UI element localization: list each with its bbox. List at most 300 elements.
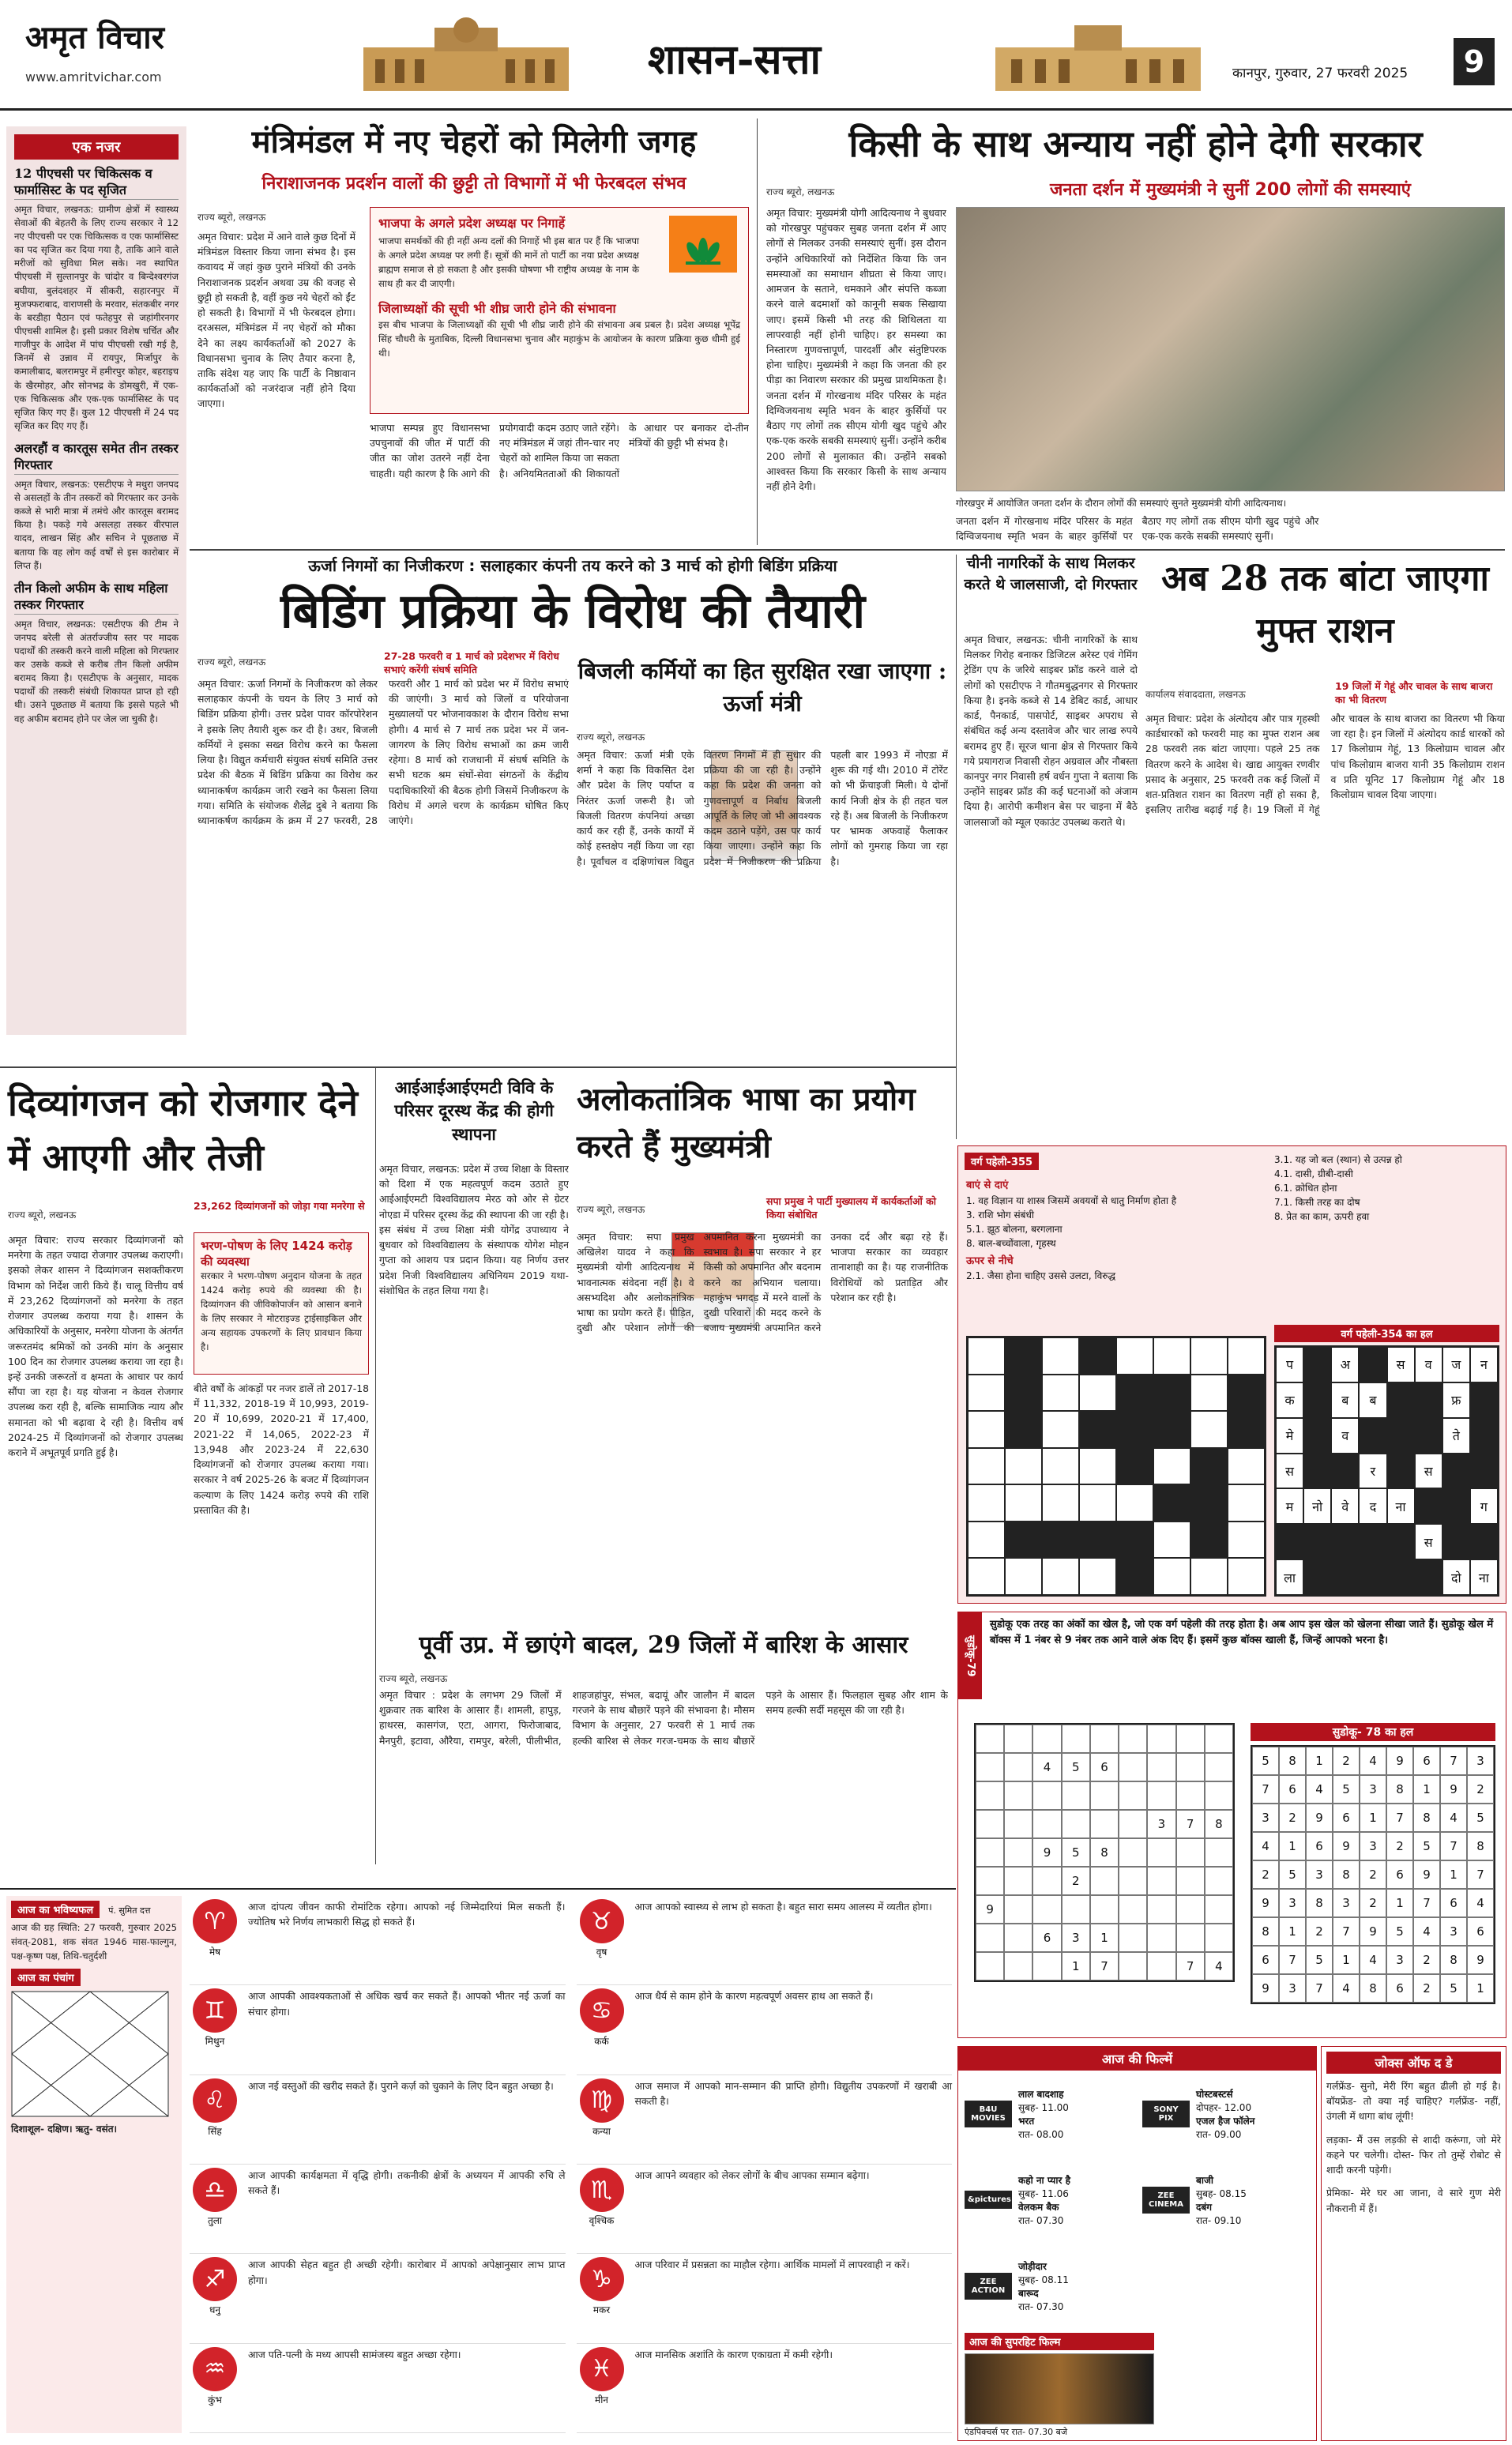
crossword-clues-h [966, 1178, 1266, 1283]
sudoku-cell[interactable] [1147, 1725, 1175, 1753]
sudoku-answer-cell: 2 [1360, 1860, 1386, 1889]
sudoku-cell[interactable] [1004, 1895, 1032, 1924]
crossword-answer-cell: ना [1387, 1488, 1415, 1524]
sudoku-answer-cell: 8 [1279, 1747, 1306, 1775]
film-time: सुबह- 08.15 [1196, 2187, 1247, 2199]
sudoku-answer-cell: 6 [1386, 1860, 1413, 1889]
sudoku-cell[interactable]: 4 [1205, 1952, 1233, 1980]
sidebar-item-body: अमृत विचार, लखनऊ: एसटीएफ ने मथुरा जनपद से असलहों के तीन तस्करों को गिरफ्तार कर उनके कब्जे से भारी मात्रा में तमंचे और कारतूस बरामद किया है। पकड़े गये असलहा तस्कर वीरपाल यादव, लाखन सिंह और सचिन ने पूछताछ में बताया कि वह लोग कई वर्षों से इस कारोबार में लिप्त हैं। [14, 478, 179, 571]
crossword-clue: 2.1. जैसा होना चाहिए उससे उलटा, विरुद्ध [966, 1270, 1116, 1281]
bidding-byline: राज्य ब्यूरो, लखनऊ [197, 656, 266, 668]
sudoku-cell[interactable] [1119, 1895, 1147, 1924]
building-illustration-right [980, 16, 1217, 95]
crossword-answer-cell [1303, 1382, 1331, 1418]
sudoku-cell[interactable]: 7 [1176, 1952, 1205, 1980]
sudoku-cell[interactable] [1147, 1924, 1175, 1952]
sudoku-cell[interactable]: 4 [1032, 1753, 1061, 1781]
crossword-answer-cell: म [1276, 1488, 1303, 1524]
sudoku-answer-cell: 8 [1386, 1775, 1413, 1804]
page-number: 9 [1454, 38, 1495, 85]
zodiac-entry [190, 2075, 566, 2165]
sudoku-cell[interactable]: 7 [1090, 1952, 1119, 1980]
sudoku-answer-cell: 5 [1306, 1946, 1333, 1974]
sudoku-answer-cell: 7 [1440, 1832, 1467, 1860]
cabinet-body-1: अमृत विचार: प्रदेश में आने वाले कुछ दिनों में मंत्रिमंडल विस्तार किया जाना संभव है। इस कवायद में जहां कुछ पुराने मंत्रियों की उनके निराशाजनक प्रदर्शन अथवा उम्र की वजह से छुट्टी हो सकती है, वहीं कुछ नये चेहरों को ईंट हो सकती है। विभागों में भी फेरबदल होगा। दरअसल, मंत्रिमंडल में नए चेहरों को मौका देने का लक्ष्य कार्यकर्ताओं को 2027 के विधानसभा चुनाव के लिए तैयार करना है, ताकि संदेश यह जाए कि पार्टी के निष्ठावान कार्यकर्ताओं को नजरंदाज नहीं होने दिया जाएगा। [197, 231, 355, 410]
sudoku-answer-cell: 3 [1279, 1889, 1306, 1917]
cabinet-subhead: निराशाजनक प्रदर्शन वालों की छुट्टी तो विभागों में भी फेरबदल संभव [261, 174, 686, 194]
sudoku-cell[interactable] [976, 1810, 1004, 1838]
sudoku-cell[interactable] [1205, 1838, 1233, 1867]
crossword-answer-cell [1387, 1559, 1415, 1595]
crossword-answer-cell: स [1415, 1454, 1442, 1489]
crossword-answer-cell [1442, 1524, 1470, 1559]
sudoku-cell[interactable] [1062, 1725, 1090, 1753]
sidebar-label: एक नजर [14, 134, 179, 160]
cm-photo-caption: गोरखपुर में आयोजित जनता दर्शन के दौरान लोगों की समस्याएं सुनते मुख्यमंत्री योगी आदित्यनाथ। [956, 498, 1287, 509]
sudoku-cell[interactable] [1062, 1895, 1090, 1924]
zodiac-12-icon: ♓ [580, 2347, 624, 2391]
sudoku-answer-cell: 8 [1467, 1832, 1494, 1860]
channel-name: SONY PIX [1142, 2101, 1190, 2127]
sudoku-cell[interactable] [1119, 1838, 1147, 1867]
sudoku-cell[interactable] [976, 1867, 1004, 1895]
sudoku-answer-cell: 3 [1333, 1889, 1360, 1917]
sudoku-cell[interactable] [1032, 1867, 1061, 1895]
sudoku-answer-cell: 3 [1360, 1775, 1386, 1804]
sudoku-cell[interactable] [1004, 1753, 1032, 1781]
film-time: सुबह- 11.06 [1018, 2187, 1069, 2199]
sudoku-cell[interactable]: 3 [1147, 1810, 1175, 1838]
sudoku-cell[interactable] [976, 1952, 1004, 1980]
sudoku-cell[interactable] [1090, 1895, 1119, 1924]
sudoku-answer-cell: 7 [1467, 1860, 1494, 1889]
cabinet-box [370, 207, 749, 414]
crossword-title: वर्ग पहेली-355 [965, 1153, 1039, 1170]
sudoku-cell[interactable] [1032, 1725, 1061, 1753]
zodiac-text: आज आपकी आवश्यकताओं से अधिक खर्च कर सकते हैं। आपको भीतर नई ऊर्जा का संचार होगा। [248, 1990, 566, 2018]
sudoku-cell[interactable] [1119, 1924, 1147, 1952]
crossword-answer-cell: नो [1303, 1488, 1331, 1524]
bidding-side-note: 27-28 फरवरी व 1 मार्च को प्रदेशभर में विरोध सभाएं करेंगी संघर्ष समिति [384, 650, 559, 675]
crossword-grid[interactable] [966, 1336, 1266, 1597]
section-title: शासन-सत्ता [648, 36, 821, 84]
sudoku-answer-cell: 7 [1440, 1747, 1467, 1775]
sudoku-cell[interactable]: 1 [1062, 1952, 1090, 1980]
sudoku-answer-cell: 7 [1386, 1804, 1413, 1832]
sudoku-cell[interactable]: 3 [1062, 1924, 1090, 1952]
crossword-clue: 8. प्रेत का काम, ऊपरी हवा [1274, 1211, 1370, 1222]
sudoku-answer-cell: 4 [1440, 1804, 1467, 1832]
jokes-panel [1321, 2046, 1506, 2441]
sudoku-cell[interactable] [1176, 1895, 1205, 1924]
sudoku-cell[interactable] [1119, 1867, 1147, 1895]
film-time: सुबह- 08.11 [1018, 2274, 1069, 2286]
crossword-answer-cell [1359, 1347, 1386, 1382]
sudoku-cell[interactable]: 5 [1062, 1838, 1090, 1867]
film-title: कहो ना प्यार है [1018, 2174, 1070, 2186]
superhit-title: आज की सुपरहिट फिल्म [965, 2333, 1154, 2350]
sidebar-ek-nazar [6, 126, 186, 1035]
akhilesh-body: अमृत विचार: सपा प्रमुख अखिलेश यादव ने कहा कि मुख्यमंत्री योगी आदित्यनाथ में भावनात्मक संवेदना नहीं है। वे असभ्यदिश और अलोकतांत्रिक भाषा का प्रयोग करते हैं। पीड़ित, दुखी और परेशान लोगों की अपमानित करना मुख्यमंत्री का स्वभाव है। सपा सरकार ने हर किसी को अपमानित और बदनाम करने का अभियान चलाया। महाकुंभ भगदड़ में मरने वालों के दुखी परिवारों की मदद करने के बजाय मुख्यमंत्री अपमानित करने उनका दर्द और बढ़ा रहे हैं। भाजपा सरकार का व्यवहार तानाशाही का है। यह राजनीतिक विरोधियों को प्रताड़ित और परेशान कर रही है। [577, 1231, 948, 1334]
films-title: आज की फिल्में [958, 2047, 1316, 2071]
superhit-caption: एंडपिक्चर्स पर रात- 07.30 बजे [965, 2427, 1068, 2437]
divyang-side-note: 23,262 दिव्यांगजनों को जोड़ा गया मनरेगा से [194, 1200, 365, 1212]
sudoku-cell[interactable] [1004, 1838, 1032, 1867]
sudoku-answer-cell: 7 [1279, 1946, 1306, 1974]
sudoku-cell[interactable] [976, 1838, 1004, 1867]
sudoku-cell[interactable] [976, 1924, 1004, 1952]
crossword-answer-cell [1415, 1382, 1442, 1418]
joke-item: गर्लफ्रेंड- सुनो, मेरी रिंग बहुत ढीली हो गई है। बॉयफ्रेंड- तो क्या नई चाहिए? गर्लफ्रेंड- नहीं, उंगली में धागा बांध लूंगी! [1326, 2080, 1501, 2123]
sudoku-cell[interactable] [1205, 1895, 1233, 1924]
sudoku-cell[interactable]: 6 [1090, 1753, 1119, 1781]
sudoku-cell[interactable] [1004, 1924, 1032, 1952]
sudoku-answer-cell: 6 [1440, 1889, 1467, 1917]
crossword-answer-cell [1415, 1418, 1442, 1454]
sudoku-cell[interactable] [1004, 1952, 1032, 1980]
sudoku-cell[interactable] [976, 1753, 1004, 1781]
zodiac-text: आज नई वस्तुओं की खरीद सकते हैं। पुराने कर्ज़ को चुकाने के लिए दिन बहुत अच्छा है। [248, 2079, 554, 2092]
divyang-body-2: बीते वर्षों के आंकड़ों पर नजर डालें तो 2017-18 में 11,332, 2018-19 में 10,993, 2019-20 में 10,699, 2020-21 में 17,400, 2021-22 में 14,065, 2022-23 में 13,948 और 2023-24 में 22,630 दिव्यांगजनों को रोजगार उपलब्ध कराया गया। सरकार ने वर्ष 2025-26 के बजट में दिव्यांगजन कल्याण के लिए 1424 करोड़ रुपये की राशि प्रस्तावित की है। [194, 1382, 369, 1516]
zodiac-2-icon: ♉ [580, 1899, 624, 1943]
zodiac-entry [190, 2344, 566, 2433]
sudoku-cell[interactable]: 9 [976, 1895, 1004, 1924]
sudoku-cell[interactable]: 1 [1090, 1924, 1119, 1952]
bidding-kicker: ऊर्जा निगमों का निजीकरण : सलाहकार कंपनी तय करने को 3 मार्च को होगी बिडिंग प्रक्रिया [308, 556, 837, 575]
urja-headline: बिजली कर्मियों का हित सुरक्षित रखा जाएगा : ऊर्जा मंत्री [577, 658, 947, 717]
crossword-clue: 8. बाल-बच्चोंवाला, गृहस्थ [966, 1237, 1056, 1249]
sudoku-cell[interactable] [1004, 1810, 1032, 1838]
sudoku-cell[interactable] [1147, 1781, 1175, 1810]
crossword-answer-cell: ना [1470, 1559, 1498, 1595]
horoscope-title: आज का भविष्यफल [11, 1901, 100, 1918]
film-title: वेलकम बैक [1018, 2201, 1059, 2213]
zodiac-text: आज आपकी सेहत बहुत ही अच्छी रहेगी। कारोबार में आपको अपेक्षानुसार लाभ प्राप्त होगा। [248, 2259, 566, 2286]
crossword-answer-cell: दो [1442, 1559, 1470, 1595]
zodiac-text: आज दांपत्य जीवन काफी रोमांटिक रहेगा। आपको नई जिम्मेदारियां मिल सकती हैं। ज्योतिष भरे निर्णय लाभकारी सिद्ध हो सकते हैं। [248, 1901, 566, 1928]
zodiac-text: आज धैर्य से काम होने के कारण महत्वपूर्ण अवसर हाथ आ सकते हैं। [634, 1990, 874, 2003]
divyang-box [194, 1232, 369, 1375]
crossword-answer-cell [1415, 1559, 1442, 1595]
crossword-clue: 3.1. यह जो बल (स्थान) से उत्पन्न हो [1274, 1154, 1402, 1165]
crossword-answer-cell [1387, 1454, 1415, 1489]
crossword-answer-cell: क [1276, 1382, 1303, 1418]
cm-body-cont: जनता दर्शन में गोरखनाथ मंदिर परिसर के महंत दिग्विजयनाथ स्मृति भवन के बाहर कुर्सियों पर बैठाए गए लोगों तक सीएम योगी खुद पहुंचे और एक-एक करके सबकी समस्याएं सुनीं। [956, 515, 1319, 543]
sudoku-answer-cell: 1 [1360, 1804, 1386, 1832]
zodiac-1-icon: ♈ [193, 1899, 237, 1943]
dateline: कानपुर, गुरुवार, 27 फरवरी 2025 [1232, 66, 1409, 81]
iiit-headline: आईआईआईएमटी विवि के परिसर दूरस्थ केंद्र की होगी स्थापना [394, 1078, 554, 1144]
crossword-answer-cell [1303, 1347, 1331, 1382]
sudoku-cell[interactable] [1147, 1838, 1175, 1867]
ration-byline: कार्यालय संवाददाता, लखनऊ [1145, 689, 1246, 700]
sudoku-cell[interactable] [1032, 1810, 1061, 1838]
zodiac-4-icon: ♋ [580, 1988, 624, 2033]
zodiac-5-icon: ♌ [193, 2078, 237, 2123]
weather-body: अमृत विचार : प्रदेश के लगभग 29 जिलों में शुक्रवार तक बारिश के आसार हैं। शामली, हापुड़, हाथरस, कासगंज, एटा, आगरा, फिरोजाबाद, मैनपुरी, इटावा, औरैया, रामपुर, बरेली, पीलीभीत, शाहजहांपुर, संभल, बदायूं और जालौन में बादल गरजने के साथ बौछारें पड़ने की संभावना है। मौसम विभाग के अनुसार, 27 फरवरी से 1 मार्च तक हल्की बारिश से लेकर गरज-चमक के साथ बौछारें पड़ने के आसार हैं। फिलहाल सुबह और शाम के समय हल्की सर्दी महसूस की जा रही है। [379, 1689, 948, 1747]
crossword-answer-cell: व [1331, 1418, 1359, 1454]
zodiac-9-icon: ♐ [193, 2257, 237, 2301]
sudoku-answer-cell: 3 [1360, 1832, 1386, 1860]
crossword-answer-cell [1470, 1418, 1498, 1454]
sudoku-answer-cell: 4 [1252, 1832, 1279, 1860]
zodiac-name: कर्क [594, 2036, 609, 2048]
bidding-headline: बिडिंग प्रक्रिया के विरोध की तैयारी [280, 584, 865, 639]
sudoku-cell[interactable] [1119, 1952, 1147, 1980]
sudoku-cell[interactable] [1004, 1781, 1032, 1810]
sudoku-cell[interactable] [1205, 1924, 1233, 1952]
film-time: रात- 07.30 [1018, 2301, 1064, 2313]
channel-logo [1142, 2074, 1312, 2153]
sudoku-answer-cell: 8 [1440, 1946, 1467, 1974]
crossword-answer-cell: ब [1331, 1382, 1359, 1418]
website[interactable]: www.amritvichar.com [25, 70, 162, 85]
zodiac-name: धनु [209, 2304, 221, 2316]
jokes-title: जोक्स ऑफ द डे [1326, 2052, 1501, 2074]
sudoku-answer-cell: 2 [1333, 1747, 1360, 1775]
sudoku-cell[interactable]: 5 [1062, 1753, 1090, 1781]
sudoku-answer-cell: 5 [1333, 1775, 1360, 1804]
channel-name: ZEE CINEMA [1142, 2187, 1190, 2214]
sudoku-cell[interactable] [1205, 1725, 1233, 1753]
bidding-body: अमृत विचार: ऊर्जा निगमों के निजीकरण को लेकर सलाहकार कंपनी के चयन के लिए 3 मार्च को बिडिंग प्रक्रिया होगी। उत्तर प्रदेश पावर कॉरपोरेशन ने इसके लिए तैयारी शुरू कर दी है। उधर, बिजली कर्मियों ने इसका सख्त विरोध करने का फैसला लिया है। विद्युत कर्मचारी संयुक्त संघर्ष समिति उत्तर प्रदेश की बैठक में बिडिंग प्रक्रिया का विरोध कर ध्यानाकर्षण कार्यक्रम जारी रखने का फैसला लिया गया। समिति के संयोजक शैलेंद्र दुबे ने बताया कि ध्यानाकर्षण कार्यक्रम के क्रम में 27 फरवरी, 28 फरवरी और 1 मार्च को प्रदेश भर में विरोध सभाएं की जाएंगी। 3 मार्च को जिलों व परियोजना मुख्यालयों पर भोजनावकाश के दौरान विरोध सभा होगी। 4 मार्च से 7 मार्च तक प्रदेश भर में जन-जागरण के लिए विरोध सभाओं का क्रम जारी रहेगा। 8 मार्च को राजधानी में संघर्ष समिति के सभी घटक श्रम संघों-सेवा संगठनों के केंद्रीय पदाधिकारियों की बैठक होगी जिसमें निजीकरण के विरोध में अगले चरण के कार्यक्रम घोषित किए जाएंगे। [197, 678, 569, 826]
masthead [0, 0, 1512, 111]
sudoku-cell[interactable] [1176, 1838, 1205, 1867]
sudoku-answer-cell: 1 [1413, 1775, 1440, 1804]
cm-headline: किसी के साथ अन्याय नहीं होने देगी सरकार [848, 122, 1423, 165]
zodiac-11-icon: ♒ [193, 2347, 237, 2391]
sudoku-answer-cell: 5 [1467, 1804, 1494, 1832]
film-title: लाल बादशाह [1018, 2088, 1064, 2100]
divider [757, 118, 758, 545]
crossword-answer-cell [1303, 1559, 1331, 1595]
crossword-clues-v [1274, 1153, 1499, 1224]
akhilesh-headline: अलोकतांत्रिक भाषा का प्रयोग करते हैं मुख्यमंत्री [577, 1081, 916, 1165]
ration-side-note: 19 जिलों में गेहूं और चावल के साथ बाजरा का भी वितरण [1335, 680, 1493, 705]
crossword-answer-cell [1415, 1488, 1442, 1524]
iiit-body: अमृत विचार, लखनऊ: प्रदेश में उच्च शिक्षा के विस्तार को दिशा में एक महत्वपूर्ण कदम उठाते हुए आईआईएमटी विश्वविद्यालय मेरठ को ओर से ग्रेटर नोएडा में परिसर दूरस्थ केंद्र की स्थापना की जा रही है। इस संबंध में उच्च शिक्षा मंत्री योगेंद्र उपाध्याय ने बुधवार को विश्वविद्यालय के संस्थापक योगेश मोहन गुप्ता को आशय पत्र प्रदान किया। यह निर्णय उत्तर प्रदेश निजी विश्वविद्यालय अधिनियम 2019 यथा-संशोधित के तहत लिया गया है। [379, 1163, 569, 1296]
sudoku-cell[interactable] [1004, 1867, 1032, 1895]
cabinet-body-2: भाजपा सम्पन्न हुए विधानसभा उपचुनावों की जीत में पार्टी की जीत का जोश उतरने नहीं देना चाहती। यही कारण है कि आगे की प्रयोगवादी कदम उठाए जाते रहेंगे। नए मंत्रिमंडल में जहां तीन-चार नए चेहरों को शामिल किया जा सकता है। अनियमितताओं की शिकायतों के आधार पर बनाकर दो-तीन मंत्रियों की छुट्टी भी संभव है। [370, 422, 749, 480]
sudoku-cell[interactable] [1119, 1725, 1147, 1753]
zodiac-text: आज पति-पत्नी के मध्य आपसी सामंजस्य बहुत अच्छा रहेगा। [248, 2348, 461, 2360]
sudoku-cell[interactable] [1090, 1781, 1119, 1810]
crossword-answer-cell [1359, 1559, 1386, 1595]
sudoku-answer-cell: 9 [1333, 1832, 1360, 1860]
sidebar-item-body: अमृत विचार, लखनऊ: ग्रामीण क्षेत्रों में स्वास्थ्य सेवाओं की बेहतरी के लिए राज्य सरकार ने 12 नए पीएचसी पर एक चिकित्सक व एक फार्मासिस्ट का पद सृजित कर दिया गया है, ताकि आने वाले मरीजों को सुविधा मिल सके। नव स्थापित पीएचसी में सुल्तानपुर के चांदोर व बिन्देश्वरगंज बघीया, बुलंदशहर में सीकरी, सहारनपुर में मुजफ्फराबाद, वाराणसी के मरवार, संतकबीर नगर के बरडीहा पैठान एवं फतेहपुर से जहांगीरनगर पीएचसी शामिल है। इसी प्रकार विशेष चर्चित और गाजीपुर के आदेश में पांच पीएचसी रखी गई है, जिनमें से उन्नाव में रायपुर, मिर्जापुर के कमालीबाद, बलरामपुर में हमीरपुर कोहर, बहराइच के खैरमोहर, और सोनभद्र के डोमखुरी, में एक-एक चिकित्सक और एक-एक फार्मासिस्ट के पद सृजित किए गए हैं। कुल 12 पीएचसी में 24 पद सृजित कर दिए गए हैं। [14, 203, 179, 432]
cabinet-headline: मंत्रिमंडल में नए चेहरों को मिलेगी जगह [251, 123, 697, 160]
sudoku-cell[interactable] [1205, 1781, 1233, 1810]
sudoku-answer-cell: 1 [1386, 1889, 1413, 1917]
crossword-answer-cell [1359, 1524, 1386, 1559]
crossword-answer-title: वर्ग पहेली-354 का हल [1274, 1325, 1499, 1342]
sudoku-cell[interactable] [976, 1725, 1004, 1753]
crossword-answer-cell: ग [1470, 1488, 1498, 1524]
crossword-answer-cell: न [1470, 1347, 1498, 1382]
zodiac-8-icon: ♏ [580, 2168, 624, 2212]
sudoku-answer-cell: 1 [1279, 1832, 1306, 1860]
divyang-body: अमृत विचार: राज्य सरकार दिव्यांगजनों को मनरेगा के तहत ज्यादा रोजगार उपलब्ध कराएगी। इसको लेकर शासन ने दिव्यांगजन सशक्तीकरण विभाग को निर्देश जारी किये हैं। चालू वित्तीय वर्ष में 23,262 दिव्यांगजनों को मनरेगा के तहत रोजगार उपलब्ध कराया गया है। शासन के अधिकारियों के अनुसार, मनरेगा योजना के अंतर्गत जरूरतमंद श्रमिकों को उनकी मांग के अनुसार 100 दिन का रोजगार उपलब्ध कराया जा रहा है। इन्हें उनकी जरूरतों व क्षमता के आधार पर कार्य सौंपा जा रहा है। यह योजना न केवल रोजगार उपलब्ध करा रही है, बल्कि सामाजिक न्याय और समानता को भी बढ़ावा दे रही है। वित्तीय वर्ष 2024-25 में दिव्यांगजनों को रोजगार उपलब्ध कराने में अभूतपूर्व प्रगति हुई है। [8, 1234, 183, 1459]
cm-subhead: जनता दर्शन में मुख्यमंत्री ने सुनीं 200 लोगों की समस्याएं [1050, 180, 1411, 200]
crossword-answer-cell [1303, 1454, 1331, 1489]
sudoku-answer-cell: 9 [1467, 1946, 1494, 1974]
crossword-answer-cell: र [1359, 1454, 1386, 1489]
sudoku-panel [957, 1612, 1506, 2038]
channel-name: &pictures [965, 2191, 1012, 2209]
sudoku-answer-cell: 8 [1413, 1804, 1440, 1832]
sudoku-cell[interactable] [1032, 1952, 1061, 1980]
zodiac-6-icon: ♍ [580, 2078, 624, 2123]
weather-headline: पूर्वी उप्र. में छाएंगे बादल, 29 जिलों में बारिश के आसार [419, 1631, 908, 1659]
sudoku-cell[interactable] [1004, 1725, 1032, 1753]
sudoku-cell[interactable]: 6 [1032, 1924, 1061, 1952]
sudoku-cell[interactable] [1119, 1781, 1147, 1810]
sudoku-instructions: सुडोकू एक तरह का अंकों का खेल है, जो एक वर्ग पहेली की तरह होता है। अब आप इस खेल को खेलना सीखा जाते हैं। सुडोकू खेल में बॉक्स में 1 नंबर से 9 नंबर तक आने वाले अंक दिए हैं। इसमें कुछ बॉक्स खाली हैं, जिन्हें आपको भरना है। [990, 1619, 1494, 1646]
sudoku-answer-cell: 9 [1306, 1804, 1333, 1832]
zodiac-name: सिंह [208, 2125, 222, 2137]
crossword-answer-cell [1359, 1418, 1386, 1454]
channel-name: B4U MOVIES [965, 2101, 1012, 2127]
sidebar-item-body: अमृत विचार, लखनऊ: एसटीएफ की टीम ने जनपद बरेली से अंतर्राज्जीय स्तर पर मादक पदार्थों की तस्करी करने वाली महिला को गिरफ्तार कर उसके कब्जे से करीब तीन किलो अफीम बरामद किया है। एसटीएफ के अनुसार, मादक पदार्थों की तस्करी संबंधी शिकायत प्राप्त हो रही थी। उसने पूछताछ में बताया कि इससे पहले भी वह अफीम बरामद होने पर जेल जा चुकी है। [14, 618, 179, 724]
crossword-answer-cell [1442, 1454, 1470, 1489]
film-time: सुबह- 11.00 [1018, 2101, 1069, 2113]
crossword-clue: 7.1. किसी तरह का दोष [1274, 1197, 1360, 1208]
divyang-headline: दिव्यांगजन को रोजगार देने में आएगी और तेजी [8, 1081, 358, 1179]
sudoku-answer-cell: 6 [1467, 1917, 1494, 1946]
crossword-answer-cell [1303, 1418, 1331, 1454]
sudoku-cell[interactable] [976, 1781, 1004, 1810]
horoscope-author: पं. सुमित दत्त [108, 1905, 151, 1916]
sudoku-cell[interactable] [1119, 1810, 1147, 1838]
zodiac-entry [577, 1985, 953, 2074]
sudoku-grid[interactable] [974, 1723, 1235, 1982]
sudoku-answer-cell: 5 [1440, 1974, 1467, 2003]
sidebar-item-title: अलरहौं व कारतूस समेत तीन तस्कर गिरफ्तार [14, 441, 179, 475]
sudoku-answer-cell: 6 [1386, 1974, 1413, 2003]
sidebar-item [14, 441, 179, 573]
sudoku-cell[interactable]: 2 [1062, 1867, 1090, 1895]
sudoku-cell[interactable] [1119, 1753, 1147, 1781]
sudoku-cell[interactable] [1176, 1781, 1205, 1810]
sudoku-cell[interactable] [1090, 1867, 1119, 1895]
sudoku-cell[interactable] [1032, 1895, 1061, 1924]
crossword-clue: 3. राशि भोग संबंधी [966, 1209, 1034, 1221]
crossword-answer-cell [1470, 1524, 1498, 1559]
sudoku-cell[interactable] [1205, 1753, 1233, 1781]
sudoku-cell[interactable]: 8 [1205, 1810, 1233, 1838]
sudoku-answer-cell: 2 [1413, 1946, 1440, 1974]
channel-logo [1142, 2160, 1312, 2240]
panchang-title: आज का पंचांग [11, 1969, 81, 1986]
crossword-answer-cell [1331, 1559, 1359, 1595]
zodiac-name: वृष [596, 1947, 607, 1958]
crossword-answer-cell [1470, 1454, 1498, 1489]
crossword-answer-cell [1387, 1382, 1415, 1418]
crossword-answer-cell [1276, 1524, 1303, 1559]
sudoku-answer-cell: 5 [1413, 1832, 1440, 1860]
films-panel [957, 2046, 1317, 2441]
sudoku-cell[interactable] [1176, 1753, 1205, 1781]
sudoku-answer-cell: 4 [1360, 1946, 1386, 1974]
sudoku-cell[interactable] [1147, 1952, 1175, 1980]
horoscope-intro: आज की ग्रह स्थिति: 27 फरवरी, गुरुवार 2025 संवत्-2081, शक संवत 1946 मास-फाल्गुन, पक्ष-कृष्ण पक्ष, तिथि-चतुर्दशी [11, 1922, 177, 1962]
zodiac-entry [190, 2165, 566, 2254]
sudoku-cell[interactable]: 8 [1090, 1838, 1119, 1867]
sudoku-answer-cell: 7 [1252, 1775, 1279, 1804]
horoscope-intro-box [6, 1896, 182, 2433]
zodiac-name: तुला [207, 2215, 223, 2226]
crossword-answer-cell: प [1276, 1347, 1303, 1382]
sudoku-cell[interactable] [1147, 1867, 1175, 1895]
sidebar-item-title: 12 पीएचसी पर चिकित्सक व फार्मासिस्ट के पद सृजित [14, 166, 179, 200]
divyang-box-body: सरकार ने भरण-पोषण अनुदान योजना के तहत 1424 करोड़ रुपये की व्यवस्था की है। दिव्यांगजन की जीविकोपार्जन को आसान बनाने के लिए सरकार ने मोटराइज्ड ट्राईसाइकिल और अन्य सहायक उपकरणों के लिए प्रावधान किया है। [201, 1270, 362, 1352]
channel-name: ZEE ACTION [965, 2273, 1012, 2300]
ration-headline: अब 28 तक बांटा जाएगा मुफ्त राशन [1161, 559, 1489, 651]
cabinet-box-body: भाजपा समर्थकों की ही नहीं अन्य दलों की निगाहें भी इस बात पर हैं कि भाजपा के अगले प्रदेश अध्यक्ष पर लगी हैं। सूत्रों की मानें तो पार्टी का नया प्रदेश अध्यक्ष ब्राह्मण समाज से हो सकता है और इसकी घोषणा भी राष्ट्रीय अध्यक्ष के नाम के साथ ही कर दी जाएगी। [378, 235, 639, 289]
zodiac-text: आज आपकी कार्यक्षमता में वृद्धि होगी। तकनीकी क्षेत्रों के अध्ययन में आपकी रुचि ले सकते हैं। [248, 2169, 566, 2197]
paper-name: अमृत विचार [25, 19, 164, 56]
film-title: बाजी [1196, 2174, 1213, 2186]
sudoku-answer-cell: 8 [1360, 1974, 1386, 2003]
sudoku-answer-cell: 4 [1413, 1917, 1440, 1946]
sudoku-cell[interactable] [1205, 1867, 1233, 1895]
sudoku-cell[interactable] [1147, 1895, 1175, 1924]
sudoku-title: सुडोकू-79 [958, 1612, 982, 1699]
joke-item: प्रेमिका- मेरे घर आ जाना, वे सारे गुण मेरी नौकरानी में हैं। [1326, 2187, 1501, 2214]
divider [375, 1066, 376, 1864]
sudoku-cell[interactable] [1176, 1725, 1205, 1753]
sudoku-answer-cell: 3 [1252, 1804, 1279, 1832]
film-title: बारूद [1018, 2288, 1039, 2300]
superhit-poster [965, 2353, 1154, 2424]
sudoku-cell[interactable] [1062, 1781, 1090, 1810]
crossword-answer-cell: द [1359, 1488, 1386, 1524]
sudoku-answer-cell: 4 [1333, 1974, 1360, 2003]
film-title: जोड़ीदार [1018, 2261, 1047, 2273]
building-illustration-left [348, 16, 585, 95]
film-title: घोस्टबस्टर्स [1196, 2088, 1233, 2100]
zodiac-entry [577, 2344, 953, 2433]
sudoku-cell[interactable]: 7 [1176, 1810, 1205, 1838]
crossword-answer-cell [1387, 1524, 1415, 1559]
sudoku-cell[interactable] [1176, 1867, 1205, 1895]
sudoku-answer-cell: 7 [1306, 1974, 1333, 2003]
sudoku-cell[interactable] [1062, 1810, 1090, 1838]
crossword-answer-cell [1387, 1418, 1415, 1454]
sudoku-cell[interactable] [1176, 1924, 1205, 1952]
crossword-answer-cell [1331, 1454, 1359, 1489]
film-title: दबंग [1196, 2201, 1212, 2213]
zodiac-name: मकर [592, 2304, 611, 2316]
sudoku-answer-cell: 1 [1279, 1917, 1306, 1946]
sudoku-answer-title: सुडोकू- 78 का हल [1251, 1723, 1495, 1741]
zodiac-text: आज समाज में आपको मान-सम्मान की प्राप्ति होगी। विद्युतीय उपकरणों में खराबी आ सकती है। [634, 2079, 952, 2107]
sudoku-cell[interactable] [1032, 1781, 1061, 1810]
sudoku-answer-cell: 3 [1279, 1974, 1306, 2003]
sudoku-cell[interactable]: 9 [1032, 1838, 1061, 1867]
joke-item: लड़का- मैं उस लड़की से शादी करूंगा, जो मेरे कहने पर चलेगी। दोस्त- फिर तो तुम्हें रोबोट से शादी करनी पड़ेगी। [1326, 2133, 1501, 2176]
sudoku-answer-cell: 2 [1252, 1860, 1279, 1889]
sudoku-cell[interactable] [1090, 1810, 1119, 1838]
zodiac-name: कन्या [592, 2125, 611, 2137]
sudoku-answer-cell: 5 [1252, 1747, 1279, 1775]
sudoku-answer-cell: 2 [1360, 1889, 1386, 1917]
zodiac-text: आज परिवार में प्रसन्नता का माहौल रहेगा। आर्थिक मामलों में लापरवाही न करें। [634, 2259, 910, 2271]
horoscope-disha: दिशाशूल- दक्षिण। ऋतु- वसंत। [11, 2123, 118, 2135]
sudoku-cell[interactable] [1090, 1725, 1119, 1753]
cabinet-byline: राज्य ब्यूरो, लखनऊ [197, 212, 266, 223]
sudoku-cell[interactable] [1147, 1753, 1175, 1781]
